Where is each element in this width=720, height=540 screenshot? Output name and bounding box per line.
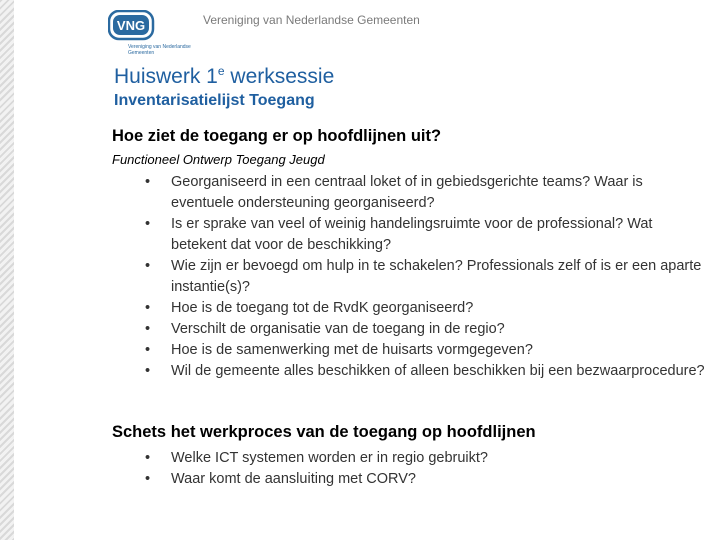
list-item: • Waar komt de aansluiting met CORV?: [145, 469, 705, 490]
list-item: • Georganiseerd in een centraal loket of in gebiedsgerichte teams? Waar is eventuele ondersteuning georganiseerd?: [145, 172, 705, 214]
logo-subtext: Vereniging van Nederlandse Gemeenten: [128, 44, 191, 56]
decorative-left-strip: [0, 0, 14, 540]
section2-heading: Schets het werkproces van de toegang op hoofdlijnen: [112, 423, 536, 441]
list-item: • Hoe is de toegang tot de RvdK georganiseerd?: [145, 298, 705, 319]
section2-bullet-list: [145, 448, 705, 490]
list-item: • Welke ICT systemen worden er in regio gebruikt?: [145, 448, 705, 469]
section1-heading: Hoe ziet de toegang er op hoofdlijnen uit?: [112, 127, 442, 145]
slide-title: Huiswerk 1e werksessie: [114, 64, 335, 88]
section1-bullet-list: [145, 172, 705, 382]
list-item: • Wil de gemeente alles beschikken of alleen beschikken bij een bezwaarprocedure?: [145, 361, 705, 382]
slide-subtitle: Inventarisatielijst Toegang: [114, 92, 315, 109]
list-item: • Is er sprake van veel of weinig handelingsruimte voor de professional? Wat betekent dat voor de beschikking?: [145, 214, 705, 256]
organization-name: Vereniging van Nederlandse Gemeenten: [203, 13, 420, 27]
section1-subheading: Functioneel Ontwerp Toegang Jeugd: [112, 152, 325, 167]
list-item: • Verschilt de organisatie van de toegang in de regio?: [145, 319, 705, 340]
list-item: • Hoe is de samenwerking met de huisarts vormgegeven?: [145, 340, 705, 361]
logo-text: VNG: [116, 18, 146, 33]
list-item: • Wie zijn er bevoegd om hulp in te schakelen? Professionals zelf of is er een aparte instantie(s)?: [145, 256, 705, 298]
